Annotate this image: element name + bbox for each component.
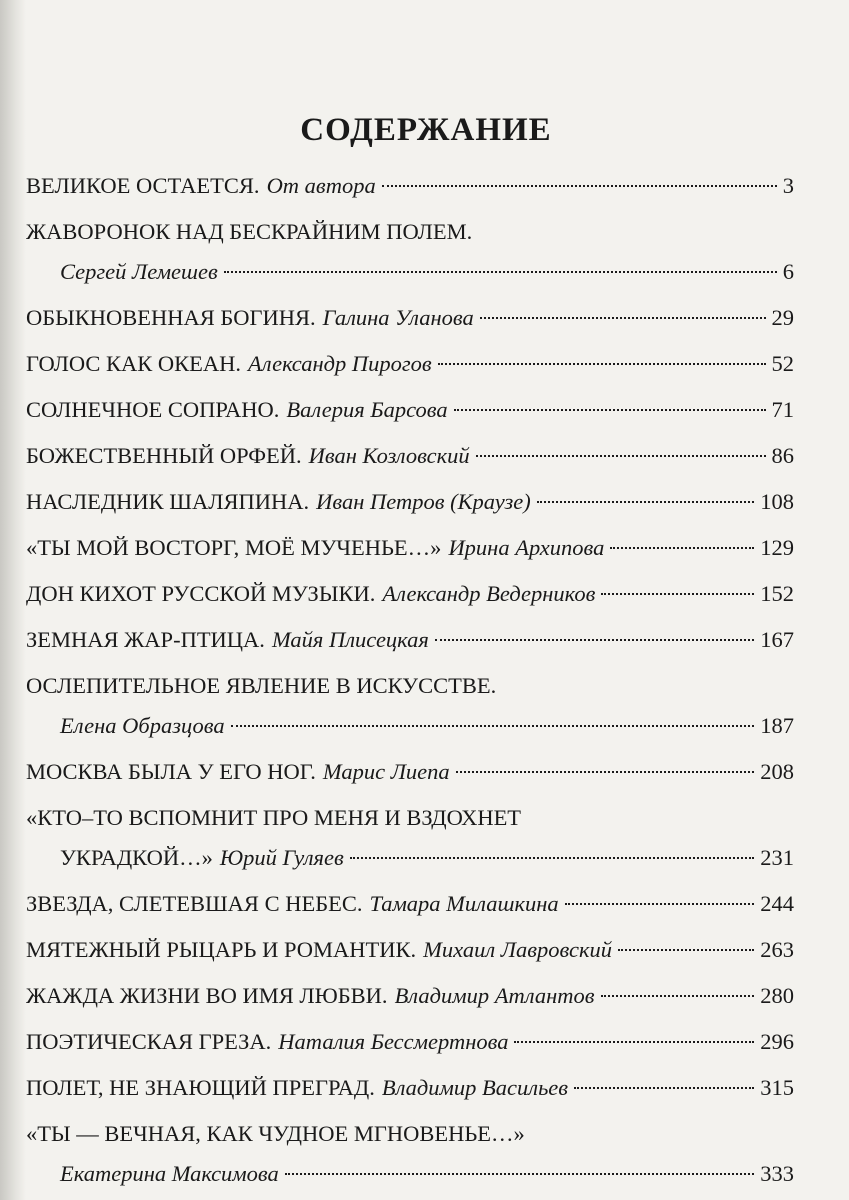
toc-entry: [26, 574, 794, 614]
entry-title: ПОЭТИЧЕСКАЯ ГРЕЗА.: [26, 1029, 272, 1054]
entry-author: Иван Петров (Краузе): [316, 489, 531, 514]
entry-title: ОСЛЕПИТЕЛЬНОЕ ЯВЛЕНИЕ В ИСКУССТВЕ.: [26, 673, 497, 698]
entry-title: БОЖЕСТВЕННЫЙ ОРФЕЙ.: [26, 443, 302, 468]
leader-dots: [382, 185, 777, 187]
entry-page-number: 187: [760, 713, 794, 738]
leader-dots: [476, 455, 766, 457]
entry-author: Елена Образцова: [60, 713, 225, 738]
entry-page-number: 244: [760, 891, 794, 916]
entry-title: «ТЫ — ВЕЧНАЯ, КАК ЧУДНОЕ МГНОВЕНЬЕ…»: [26, 1121, 525, 1146]
entry-page-number: 3: [782, 173, 794, 198]
leader-dots: [601, 593, 754, 595]
toc-entry: [26, 166, 794, 206]
entry-author: Владимир Васильев: [381, 1075, 569, 1100]
entry-author: Марис Лиепа: [322, 759, 450, 784]
entry-title: ГОЛОС КАК ОКЕАН.: [26, 351, 242, 376]
entry-title: СОЛНЕЧНОЕ СОПРАНО.: [26, 397, 280, 422]
entry-author: Михаил Лавровский: [423, 937, 612, 962]
toc-entry: [26, 1114, 794, 1194]
entry-title: МОСКВА БЫЛА У ЕГО НОГ.: [26, 759, 316, 784]
entry-page-number: 263: [760, 937, 794, 962]
toc-entry: [26, 482, 794, 522]
entry-title: ЗВЕЗДА, СЛЕТЕВШАЯ С НЕБЕС.: [26, 891, 363, 916]
entry-title: «ТЫ МОЙ ВОСТОРГ, МОЁ МУЧЕНЬЕ…»: [26, 535, 442, 560]
entry-author: Владимир Атлантов: [394, 983, 595, 1008]
entry-title: ОБЫКНОВЕННАЯ БОГИНЯ.: [26, 305, 316, 330]
entry-author: Екатерина Максимова: [60, 1161, 279, 1186]
entry-title: ЖАВОРОНОК НАД БЕСКРАЙНИМ ПОЛЕМ.: [26, 219, 473, 244]
leader-dots: [514, 1041, 754, 1043]
leader-dots: [610, 547, 754, 549]
page-gutter-shadow: [0, 0, 26, 1200]
entry-author: Сергей Лемешев: [60, 259, 218, 284]
toc-entry: [26, 976, 794, 1016]
entry-author: Александр Ведерников: [382, 581, 596, 606]
entry-title: МЯТЕЖНЫЙ РЫЦАРЬ И РОМАНТИК.: [26, 937, 417, 962]
toc-entry: [26, 212, 794, 292]
entry-author: Тамара Милашкина: [369, 891, 559, 916]
toc-entry: [26, 344, 794, 384]
entry-title-continued: УКРАДКОЙ…»: [60, 845, 213, 870]
entry-author: От автора: [266, 173, 376, 198]
entry-title: НАСЛЕДНИК ШАЛЯПИНА.: [26, 489, 310, 514]
leader-dots: [565, 903, 755, 905]
entry-page-number: 52: [771, 351, 794, 376]
entry-page-number: 280: [760, 983, 794, 1008]
entry-title: ЖАЖДА ЖИЗНИ ВО ИМЯ ЛЮБВИ.: [26, 983, 388, 1008]
entry-page-number: 71: [771, 397, 794, 422]
toc-entry: [26, 390, 794, 430]
entry-author: Иван Козловский: [308, 443, 470, 468]
leader-dots: [350, 857, 755, 859]
leader-dots: [618, 949, 754, 951]
entry-page-number: 231: [760, 845, 794, 870]
entry-author: Наталия Бессмертнова: [278, 1029, 509, 1054]
entry-title: ПОЛЕТ, НЕ ЗНАЮЩИЙ ПРЕГРАД.: [26, 1075, 375, 1100]
entry-author: Майя Плисецкая: [271, 627, 429, 652]
toc-entry: [26, 798, 794, 878]
entry-title: «КТО–ТО ВСПОМНИТ ПРО МЕНЯ И ВЗДОХНЕТ: [26, 805, 522, 830]
toc-entry: [26, 1022, 794, 1062]
entry-page-number: 167: [760, 627, 794, 652]
toc-entry: [26, 436, 794, 476]
toc-entry: [26, 884, 794, 924]
entry-author: Галина Уланова: [322, 305, 474, 330]
entry-page-number: 129: [760, 535, 794, 560]
toc-entry: [26, 620, 794, 660]
entry-page-number: 296: [760, 1029, 794, 1054]
book-page: [26, 0, 826, 1200]
leader-dots: [231, 725, 755, 727]
entry-author: Юрий Гуляев: [219, 845, 344, 870]
leader-dots: [285, 1173, 754, 1175]
entry-page-number: 29: [771, 305, 794, 330]
toc-entry: [26, 1068, 794, 1108]
entry-page-number: 108: [760, 489, 794, 514]
entry-author: Александр Пирогов: [248, 351, 432, 376]
entry-title: ВЕЛИКОЕ ОСТАЕТСЯ.: [26, 173, 260, 198]
leader-dots: [574, 1087, 754, 1089]
entry-page-number: 86: [771, 443, 794, 468]
leader-dots: [435, 639, 754, 641]
leader-dots: [480, 317, 766, 319]
entry-author: Ирина Архипова: [448, 535, 605, 560]
entry-page-number: 333: [760, 1161, 794, 1186]
page-title: СОДЕРЖАНИЕ: [300, 112, 552, 148]
leader-dots: [438, 363, 766, 365]
toc-entry: [26, 298, 794, 338]
entry-page-number: 208: [760, 759, 794, 784]
leader-dots: [456, 771, 755, 773]
entry-author: Валерия Барсова: [286, 397, 448, 422]
entry-page-number: 6: [782, 259, 794, 284]
leader-dots: [454, 409, 766, 411]
toc-entry: [26, 752, 794, 792]
entry-title: ДОН КИХОТ РУССКОЙ МУЗЫКИ.: [26, 581, 376, 606]
entry-page-number: 315: [760, 1075, 794, 1100]
toc-entry: [26, 930, 794, 970]
toc-entry: [26, 666, 794, 746]
leader-dots: [601, 995, 755, 997]
entry-title: ЗЕМНАЯ ЖАР-ПТИЦА.: [26, 627, 265, 652]
table-of-contents: [26, 166, 794, 1194]
entry-page-number: 152: [760, 581, 794, 606]
toc-entry: [26, 528, 794, 568]
leader-dots: [537, 501, 755, 503]
leader-dots: [224, 271, 777, 273]
